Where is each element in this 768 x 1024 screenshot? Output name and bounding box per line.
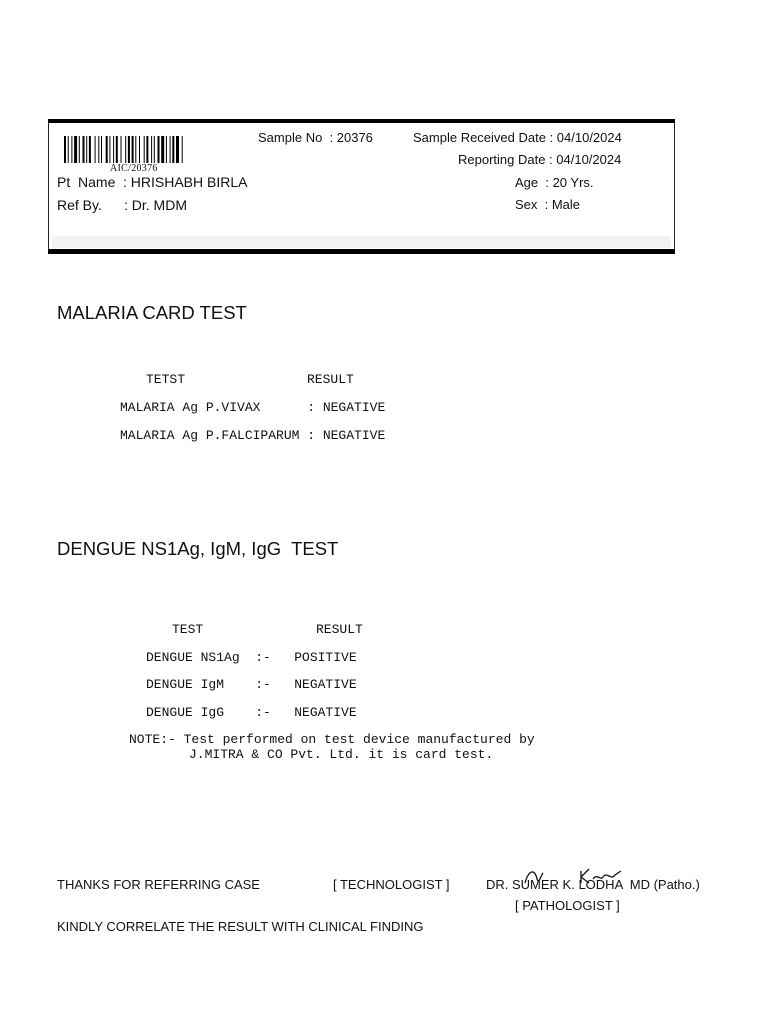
dengue-col-test: TEST (172, 622, 204, 637)
ref-by-label: Ref By. (57, 197, 102, 213)
thanks-text: THANKS FOR REFERRING CASE (57, 877, 260, 892)
correlate-text: KINDLY CORRELATE THE RESULT WITH CLINICAL FINDING (57, 919, 424, 934)
barcode-icon (64, 136, 222, 163)
barcode-number: AIC/20376 (110, 163, 158, 174)
dengue-title: DENGUE NS1Ag, IgM, IgG TEST (57, 538, 339, 559)
malaria-col-test: TETST (146, 372, 186, 387)
pt-name-value: : HRISHABH BIRLA (123, 174, 248, 190)
dengue-row-igg: DENGUE IgG :- NEGATIVE (146, 705, 357, 720)
dengue-row-ns1ag: DENGUE NS1Ag :- POSITIVE (146, 650, 357, 665)
header-bottom-rule (48, 249, 675, 254)
sample-received-date: Sample Received Date : 04/10/2024 (413, 130, 622, 145)
dengue-note-line2: J.MITRA & CO Pvt. Ltd. it is card test. (189, 747, 494, 762)
malaria-row-falciparum: MALARIA Ag P.FALCIPARUM : NEGATIVE (120, 428, 386, 443)
malaria-title: MALARIA CARD TEST (57, 302, 247, 323)
age: Age : 20 Yrs. (515, 175, 594, 190)
technologist-label: [ TECHNOLOGIST ] (333, 877, 450, 892)
pathologist-label: [ PATHOLOGIST ] (515, 898, 620, 913)
malaria-row-vivax: MALARIA Ag P.VIVAX : NEGATIVE (120, 400, 386, 415)
dengue-note-line1: NOTE:- Test performed on test device manufactured by (129, 732, 535, 747)
pt-name-label: Pt Name (57, 174, 116, 190)
ref-by-value: : Dr. MDM (124, 197, 187, 213)
sex: Sex : Male (515, 197, 581, 212)
sample-no: Sample No : 20376 (258, 130, 373, 145)
header-top-rule (48, 119, 675, 123)
dengue-row-igm: DENGUE IgM :- NEGATIVE (146, 677, 357, 692)
doctor-name: DR. SUMER K. LODHA MD (Patho.) (486, 877, 700, 892)
reporting-date: Reporting Date : 04/10/2024 (458, 152, 622, 167)
dengue-col-result: RESULT (316, 622, 363, 637)
header-shade-strip (52, 236, 671, 248)
malaria-col-result: RESULT (307, 372, 354, 387)
